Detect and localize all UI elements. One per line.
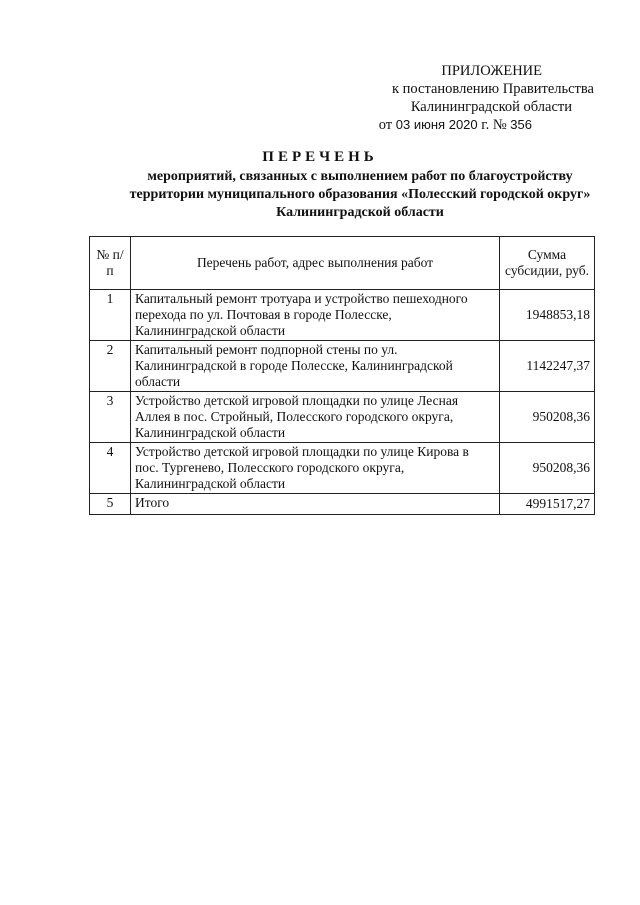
row-amount: 1948853,18 — [500, 290, 595, 341]
total-label: Итого — [131, 494, 500, 515]
subtitle-line: Калининградской области — [276, 205, 444, 220]
annex-date-line — [379, 116, 594, 134]
subtitle-line: мероприятий, связанных с выполнением работ по благоустройству — [147, 169, 573, 184]
row-amount: 950208,36 — [500, 443, 595, 494]
table-row — [90, 341, 595, 392]
list-title: ПЕРЕЧЕНЬ — [262, 149, 378, 165]
works-table — [89, 236, 595, 515]
header-amount: Сумма субсидии, руб. — [500, 237, 595, 290]
row-work: Капитальный ремонт тротуара и устройство пешеходного перехода по ул. Почтовая в городе Полесске, Калининградской области — [131, 290, 500, 341]
annex-line-resolution: к постановлению Правительства — [392, 81, 594, 97]
row-work: Устройство детской игровой площадки по улице Кирова в пос. Тургенево, Полесского городского округа, Калининградской области — [131, 443, 500, 494]
header-work: Перечень работ, адрес выполнения работ — [131, 237, 500, 290]
row-work: Устройство детской игровой площадки по улице Лесная Аллея в пос. Стройный, Полесского городского округа, Калининградской области — [131, 392, 500, 443]
table-row — [90, 443, 595, 494]
table-header-row — [90, 237, 595, 290]
row-amount: 1142247,37 — [500, 341, 595, 392]
row-num: 2 — [90, 341, 131, 392]
date-month: июня — [413, 117, 446, 132]
row-num: 4 — [90, 443, 131, 494]
row-work: Капитальный ремонт подпорной стены по ул. Калининградской в городе Полесске, Калининградской области — [131, 341, 500, 392]
row-num: 1 — [90, 290, 131, 341]
row-amount: 950208,36 — [500, 392, 595, 443]
table-row — [90, 392, 595, 443]
annex-block — [379, 62, 594, 134]
date-day: 03 — [395, 117, 411, 132]
annex-line-region: Калининградской области — [410, 99, 572, 115]
annex-title: ПРИЛОЖЕНИЕ — [441, 63, 542, 79]
total-num: 5 — [90, 494, 131, 515]
table-total-row — [90, 494, 595, 515]
table-row — [90, 290, 595, 341]
date-year: 2020 — [448, 117, 478, 132]
list-subtitle — [80, 168, 640, 222]
date-prefix: от — [378, 117, 393, 133]
subtitle-line: территории муниципального образования «Полесский городской округ» — [129, 187, 591, 202]
header-num: № п/п — [90, 237, 131, 290]
total-amount: 4991517,27 — [500, 494, 595, 515]
row-num: 3 — [90, 392, 131, 443]
date-year-suffix: г. № — [481, 117, 507, 133]
resolution-number: 356 — [510, 117, 532, 132]
